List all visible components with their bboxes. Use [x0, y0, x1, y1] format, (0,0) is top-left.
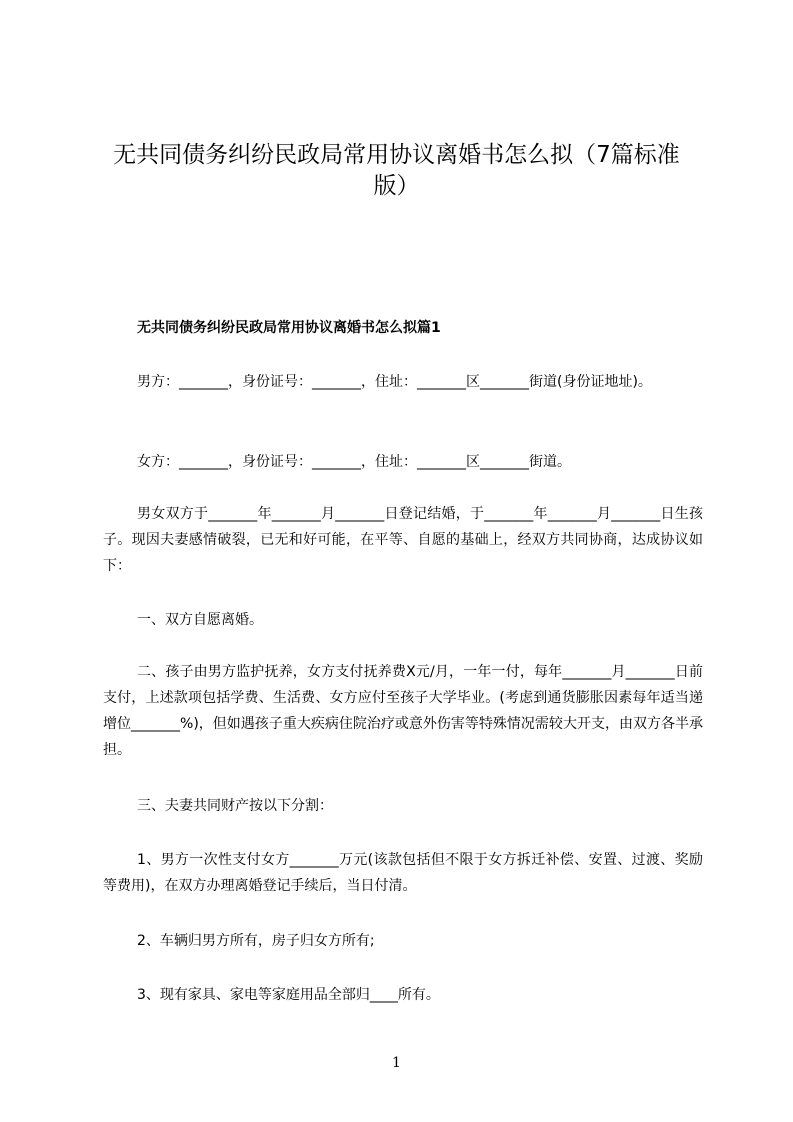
paragraph-clause-3: 三、夫妻共同财产按以下分割：: [137, 798, 333, 814]
paragraph-clause-1: 一、双方自愿离婚。: [137, 612, 263, 628]
paragraph-marriage-info: 男女双方于_______年_______月_______日登记结婚，于_______年_______月_______日生孩子。现因夫妻感情破裂，已无和好可能，在平等、自愿的基础上，经双方共同协商，达成协议如下：: [103, 506, 703, 574]
paragraph-item-3: 3、现有家具、家电等家庭用品全部归____所有。: [137, 987, 440, 1003]
paragraph-item-1: 1、男方一次性支付女方_______万元(该款包括但不限于女方拆迁补偿、安置、过渡、奖励等费用)，在双方办理离婚登记手续后，当日付清。: [103, 852, 703, 894]
paragraph-clause-2: 二、孩子由男方监护抚养，女方支付抚养费X元/月，一年一付，每年_______月_______日前支付，上述款项包括学费、生活费、女方应付至孩子大学毕业。(考虑到通货膨胀因素每年适当递增位_______%)，但如遇孩子重大疾病住院治疗或意外伤害等特殊情况需较大开支，由双方各半承担。: [103, 664, 703, 758]
page-number: 1: [392, 1055, 401, 1071]
section-heading: 无共同债务纠纷民政局常用协议离婚书怎么拟篇1: [137, 320, 441, 336]
paragraph-female-party: 女方：_______，身份证号：_______，住址：_______区_______街道。: [137, 454, 571, 470]
document-title: 无共同债务纠纷民政局常用协议离婚书怎么拟（7篇标准版）: [113, 142, 680, 199]
paragraph-male-party: 男方：_______，身份证号：_______，住址：_______区_______街道(身份证地址)。: [137, 374, 652, 390]
paragraph-item-2: 2、车辆归男方所有，房子归女方所有;: [137, 933, 375, 949]
